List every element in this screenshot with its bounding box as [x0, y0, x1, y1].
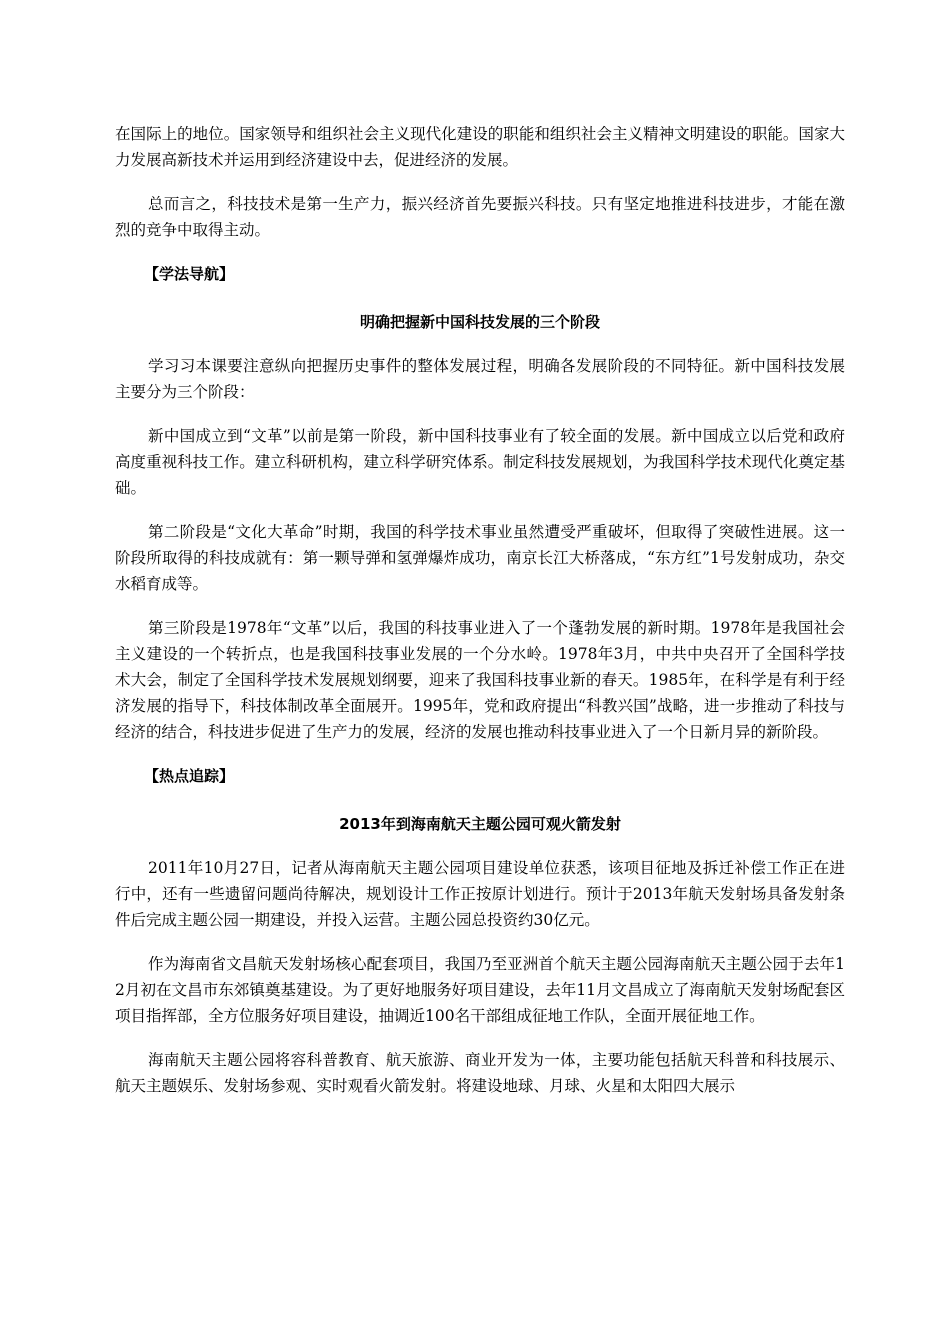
- paragraph-stage-two: 第二阶段是“文化大革命”时期，我国的科学技术事业虽然遭受严重破坏，但取得了突破性进展。这一阶段所取得的科技成就有：第一颗导弹和氢弹爆炸成功，南京长江大桥落成，“东方红”1号发射成功，杂交水稻育成等。: [115, 523, 845, 593]
- section-title-study-guide: 【学法导航】: [144, 265, 235, 283]
- document-page: [115, 121, 845, 1117]
- paragraph-park-features: 海南航天主题公园将容科普教育、航天旅游、商业开发为一体，主要功能包括航天科普和科技展示、航天主题娱乐、发射场参观、实时观看火箭发射。将建设地球、月球、火星和太阳四大展示: [115, 1051, 845, 1095]
- paragraph-stage-three: 第三阶段是1978年“文革”以后，我国的科技事业进入了一个蓬勃发展的新时期。1978年是我国社会主义建设的一个转折点，也是我国科技事业发展的一个分水岭。1978年3月，中共中央召开了全国科学技术大会，制定了全国科学技术发展规划纲要，迎来了我国科技事业新的春天。1985年，在科学是有利于经济发展的指导下，科技体制改革全面展开。1995年，党和政府提出“科教兴国”战略，进一步推动了科技与经济的结合，科技进步促进了生产力的发展，经济的发展也推动科技事业进入了一个日新月异的新阶段。: [115, 619, 845, 741]
- paragraph-continued: 在国际上的地位。国家领导和组织社会主义现代化建设的职能和组织社会主义精神文明建设的职能。国家大力发展高新技术并运用到经济建设中去，促进经济的发展。: [115, 125, 845, 169]
- paragraph-summary: 总而言之，科技技术是第一生产力，振兴经济首先要振兴科技。只有坚定地推进科技进步，才能在激烈的竞争中取得主动。: [115, 195, 845, 239]
- paragraph-stage-one: 新中国成立到“文革”以前是第一阶段，新中国科技事业有了较全面的发展。新中国成立以后党和政府高度重视科技工作。建立科研机构，建立科学研究体系。制定科技发展规划，为我国科学技术现代化奠定基础。: [115, 427, 845, 497]
- section-title-hot-topics: 【热点追踪】: [144, 767, 235, 785]
- paragraph-park-background: 作为海南省文昌航天发射场核心配套项目，我国乃至亚洲首个航天主题公园海南航天主题公园于去年12月初在文昌市东郊镇奠基建设。为了更好地服务好项目建设，去年11月文昌成立了海南航天发射场配套区项目指挥部，全方位服务好项目建设，抽调近100名干部组成征地工作队，全面开展征地工作。: [115, 955, 845, 1025]
- paragraph-park-progress: 2011年10月27日，记者从海南航天主题公园项目建设单位获悉，该项目征地及拆迁补偿工作正在进行中，还有一些遗留问题尚待解决，规划设计工作正按原计划进行。预计于2013年航天发射场具备发射条件后完成主题公园一期建设，并投入运营。主题公园总投资约30亿元。: [115, 859, 845, 929]
- heading-space-theme-park: 2013年到海南航天主题公园可观火箭发射: [339, 815, 621, 833]
- paragraph-intro-stages: 学习习本课要注意纵向把握历史事件的整体发展过程，明确各发展阶段的不同特征。新中国科技发展主要分为三个阶段：: [115, 357, 845, 401]
- heading-three-stages: 明确把握新中国科技发展的三个阶段: [359, 313, 600, 331]
